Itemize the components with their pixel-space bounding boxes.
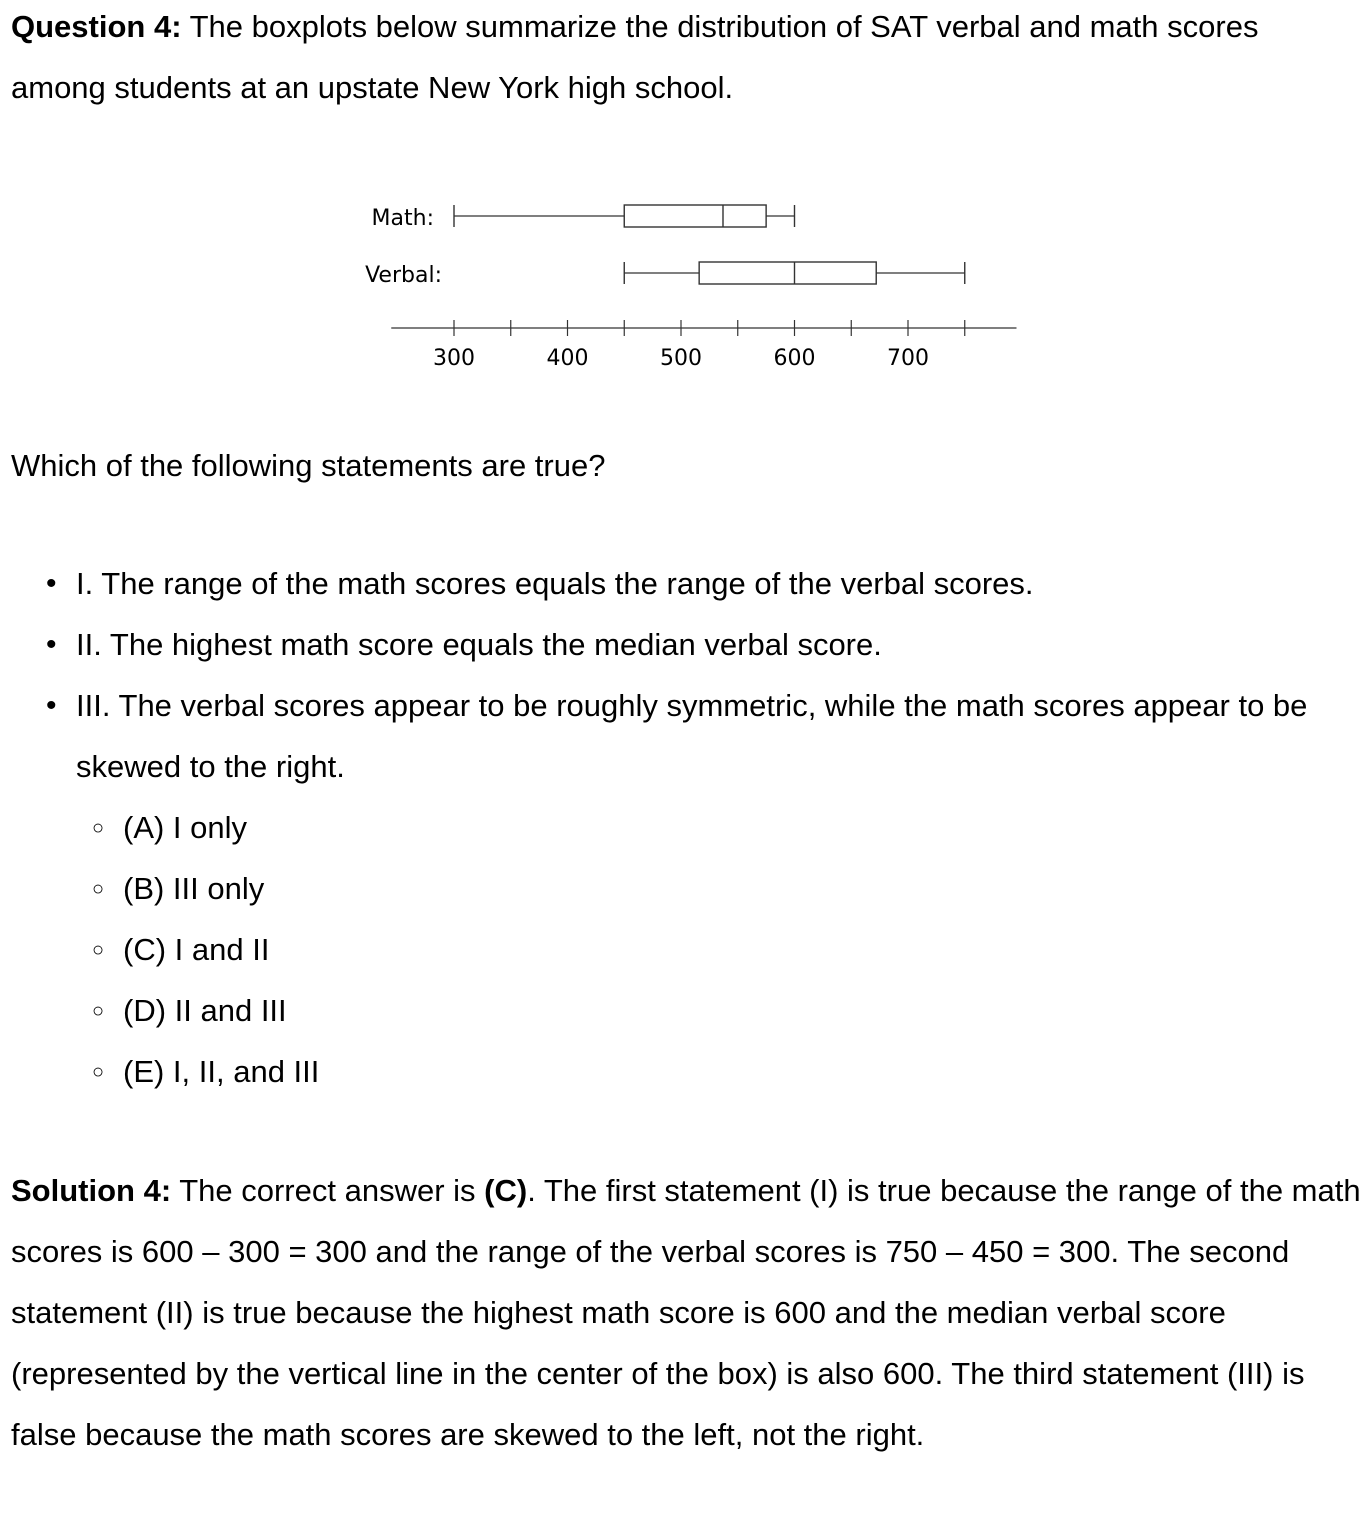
choice-item — [123, 919, 1356, 980]
choice-item — [123, 797, 1356, 858]
math-label: Math: — [371, 206, 434, 231]
statement-text: I. The range of the math scores equals the range of the verbal scores. — [76, 566, 1034, 601]
solution-label: Solution 4: — [11, 1173, 172, 1208]
statement-text: III. The verbal scores appear to be roughly symmetric, while the math scores appear to be skewed to the right. — [76, 688, 1308, 784]
x-tick-label: 300 — [433, 346, 475, 371]
solution-answer: (C) — [484, 1173, 528, 1208]
statement-item — [76, 614, 1356, 675]
x-tick-label: 400 — [546, 346, 589, 371]
solution-text-after: . The first statement (I) is true because the range of the math scores is 600 – 300 = 300 and the range of the verbal scores is 750 – 450 = 300. The second statement (II) is true because the highest math score is 600 and the median verbal score (represented by the vertical line in the center of the box) is also 600. The third statement (III) is false because the math scores are skewed to the left, not the right. — [11, 1173, 1361, 1452]
choice-text: (A) I only — [123, 810, 248, 845]
boxplot-chart — [0, 0, 1364, 420]
verbal-label: Verbal: — [365, 263, 442, 288]
question-text: The boxplots below summarize the distribution of SAT verbal and math scores among students at an upstate New York high school. — [11, 9, 1259, 105]
statement-list — [0, 553, 1356, 1102]
x-tick-label: 600 — [773, 346, 816, 371]
choice-text: (E) I, II, and III — [123, 1054, 320, 1089]
choice-item — [123, 980, 1356, 1041]
choice-item — [123, 858, 1356, 919]
solution-paragraph — [11, 1160, 1361, 1465]
choice-text: (B) III only — [123, 871, 265, 906]
solution-text-before: The correct answer is — [171, 1173, 485, 1208]
boxplot-marks — [391, 205, 1016, 371]
x-tick-label: 700 — [887, 346, 929, 371]
choice-text: (C) I and II — [123, 932, 270, 967]
statement-item — [76, 675, 1356, 1102]
math-box — [624, 205, 766, 227]
x-tick-label: 500 — [660, 346, 702, 371]
choice-list — [76, 797, 1356, 1102]
statement-text: II. The highest math score equals the median verbal score. — [76, 627, 882, 662]
choice-item — [123, 1041, 1356, 1102]
question-label: Question 4: — [11, 9, 182, 44]
prompt-text: Which of the following statements are true? — [11, 448, 606, 483]
verbal-box — [699, 262, 876, 284]
statement-item — [76, 553, 1356, 614]
choice-text: (D) II and III — [123, 993, 287, 1028]
